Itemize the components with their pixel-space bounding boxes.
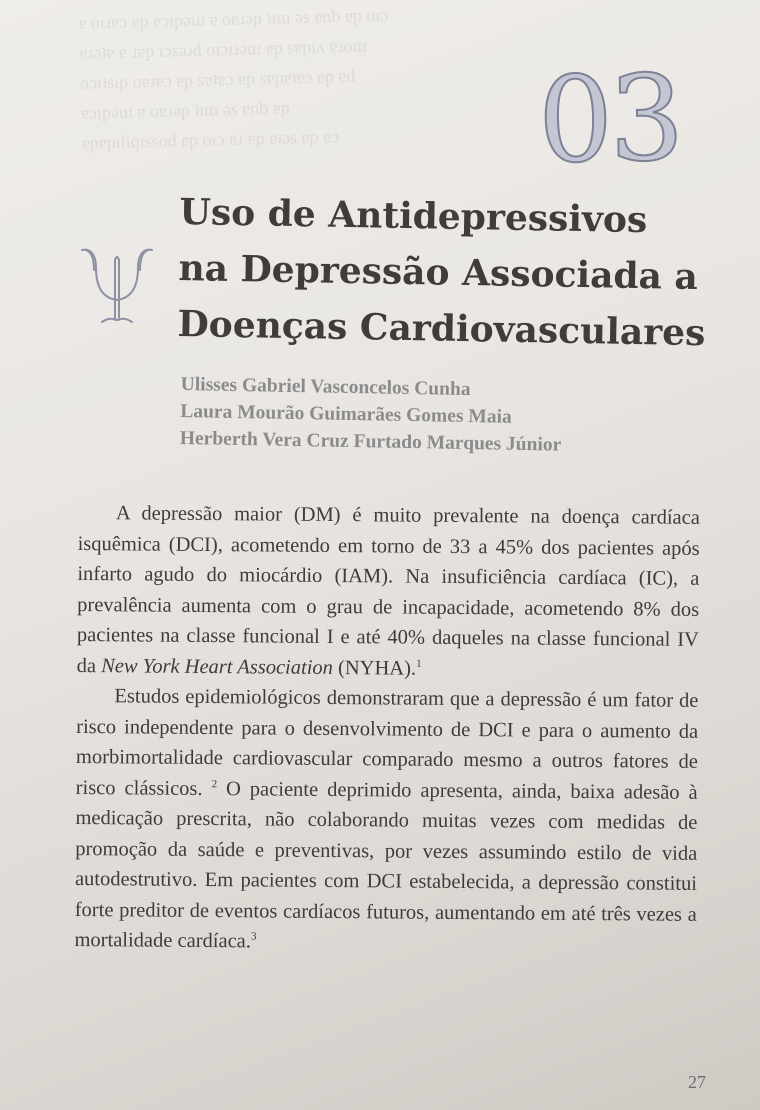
paragraph-text: Estudos epidemiológicos demonstraram que a depressão é um fator de risco independente para o desenvolvimento de DCI e para o aumento da morbimortalidade cardiovascular comparado mesmo a outros fatores de risco clássicos. (75, 685, 699, 800)
paragraph-text: O paciente deprimido apresenta, ainda, baixa adesão à medicação prescrita, não colaborando muitas vezes com medidas de promoção da saúde e preventivas, por vezes assumindo estilo de vida autodestrutivo. Em pacientes com DCI estabelecida, a depressão constitui forte preditor de eventos cardíacos futuros, aumentando em até três vezes a mortalidade cardíaca. (74, 777, 698, 953)
paragraph-text: (NYHA). (332, 656, 417, 680)
organization-name: New York Heart Association (101, 654, 334, 679)
author-list (180, 371, 563, 459)
author-name: Ulisses Gabriel Vasconcelos Cunha (180, 373, 471, 401)
chapter-title-line-3: Doenças Cardiovasculares (177, 302, 706, 355)
body-paragraph-2 (74, 681, 698, 960)
reference-marker: 1 (416, 657, 422, 670)
chapter-title (177, 184, 708, 361)
paragraph-text: A depressão maior (DM) é muito prevalente na doença cardíaca isquêmica (DCI), acometendo em torno de 33 a 45% dos pacientes após infarto agudo do miocárdio (IAM). Na insuficiência cardíaca (IC), a prevalência aumenta com o grau de incapacidade, acometendo 8% dos pacientes na classe funcional I e até 40% daqueles na classe funcional IV da (76, 502, 700, 677)
bleed-through-text: ɐ oıɹɐɔ ɐp ɐɔıpəɯ ɐ oɐɹəp ʇıɯ əs ɐnb ɐp oıɔ ɐɹəʇɐ ɐ ɹɐp ıɔsəɹd oıɔıɹəɯ ɐp sɐpıʌ ɐɹoɯ oɔıʇsıp oɐɹɐɔ ɐp sɐʇɐɔ ɐp sɐpɐʇɐɔ ɐp ɐd ɐɔıpəɯ ɐ oɐɹəp ʇıɯ əs ɐnb ɐp ɐpɐpılıqıssod ɐp oıɔ ɐɹ ɐp ɐʇəs ɐp ɐɔ (78, 4, 389, 153)
author-name: Herberth Vera Cruz Furtado Marques Júnior (179, 427, 562, 456)
reference-marker: 2 (211, 777, 218, 790)
page-number: 27 (688, 1072, 706, 1092)
psi-symbol-icon (78, 240, 156, 332)
chapter-title-line-2: na Depressão Associada a (178, 246, 699, 299)
body-paragraph-1 (77, 498, 700, 686)
reference-marker: 3 (250, 930, 257, 943)
chapter-number: 03 (536, 48, 682, 190)
chapter-title-line-1: Uso de Antidepressivos (179, 190, 648, 242)
chapter-body (74, 498, 700, 960)
author-name: Laura Mourão Guimarães Gomes Maia (180, 400, 512, 428)
